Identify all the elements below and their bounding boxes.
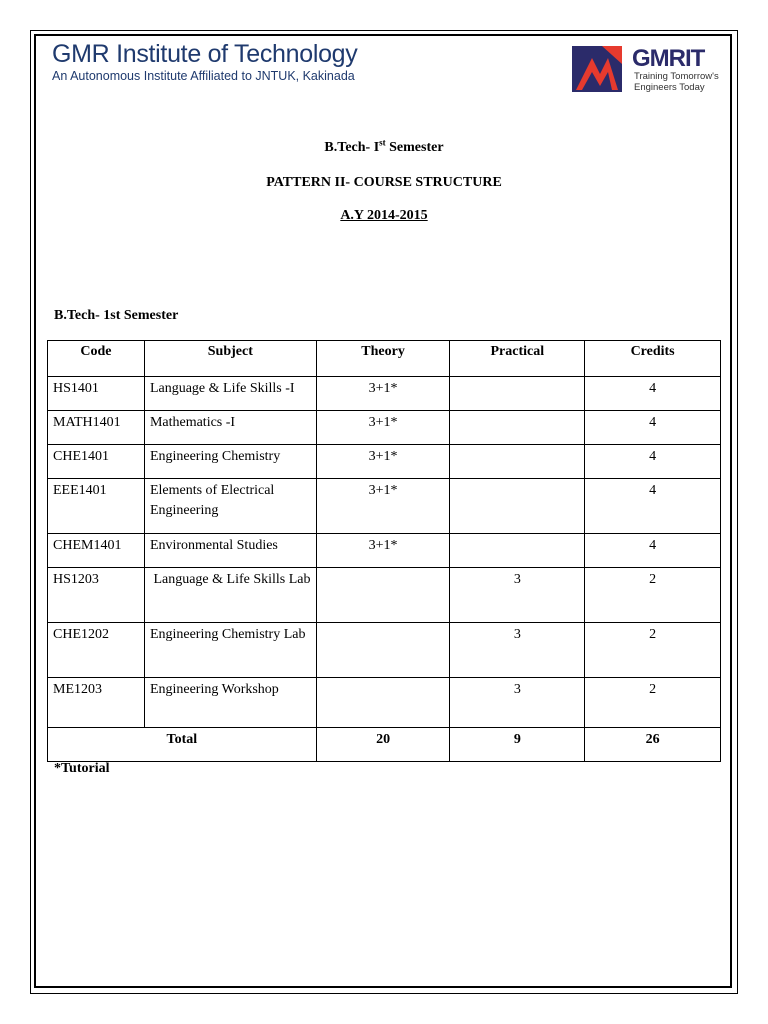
table-row — [48, 377, 721, 411]
logo-text: GMRIT — [632, 45, 705, 72]
code-cell: MATH1401 — [48, 411, 145, 445]
total-theory: 20 — [316, 728, 450, 762]
theory-cell: 3+1* — [316, 411, 450, 445]
subject-cell: Engineering Chemistry Lab — [144, 623, 316, 678]
header-credits: Credits — [585, 341, 721, 377]
code-cell: CHE1401 — [48, 445, 145, 479]
credits-cell: 4 — [585, 377, 721, 411]
practical-cell — [450, 445, 585, 479]
credits-cell: 4 — [585, 445, 721, 479]
theory-cell — [316, 678, 450, 728]
table-row — [48, 623, 721, 678]
subject-cell: Language & Life Skills Lab — [144, 568, 316, 623]
total-credits: 26 — [585, 728, 721, 762]
table-row — [48, 411, 721, 445]
table-header-row — [48, 341, 721, 377]
code-cell: HS1401 — [48, 377, 145, 411]
academic-year: A.Y 2014-2015 — [340, 208, 428, 223]
credits-cell: 2 — [585, 623, 721, 678]
credits-cell: 4 — [585, 479, 721, 534]
semester-title-prefix: B.Tech- I — [324, 140, 380, 155]
table-row — [48, 479, 721, 534]
theory-cell: 3+1* — [316, 445, 450, 479]
theory-cell — [316, 623, 450, 678]
table-row — [48, 568, 721, 623]
practical-cell — [450, 534, 585, 568]
practical-cell: 3 — [450, 568, 585, 623]
subject-cell: Engineering Chemistry — [144, 445, 316, 479]
subject-cell: Environmental Studies — [144, 534, 316, 568]
theory-cell: 3+1* — [316, 479, 450, 534]
header-practical: Practical — [450, 341, 585, 377]
subject-cell: Engineering Workshop — [144, 678, 316, 728]
logo-tagline-1: Training Tomorrow's — [634, 71, 719, 82]
tutorial-footnote: *Tutorial — [54, 761, 110, 776]
institute-subtitle: An Autonomous Institute Affiliated to JNTUK, Kakinada — [52, 69, 355, 83]
code-cell: ME1203 — [48, 678, 145, 728]
total-practical: 9 — [450, 728, 585, 762]
theory-cell: 3+1* — [316, 534, 450, 568]
table-row — [48, 445, 721, 479]
header-code: Code — [48, 341, 145, 377]
practical-cell — [450, 479, 585, 534]
subject-cell: Language & Life Skills -I — [144, 377, 316, 411]
logo-tagline-2: Engineers Today — [634, 82, 705, 93]
table-row — [48, 534, 721, 568]
table-row — [48, 678, 721, 728]
semester-title-sup: st — [379, 137, 386, 148]
subject-cell: Elements of Electrical Engineering — [144, 479, 316, 534]
credits-cell: 4 — [585, 534, 721, 568]
credits-cell: 2 — [585, 678, 721, 728]
code-cell: CHE1202 — [48, 623, 145, 678]
total-label: Total — [48, 728, 317, 762]
practical-cell — [450, 377, 585, 411]
course-structure-table — [47, 340, 721, 762]
semester-title-suffix: Semester — [385, 140, 444, 155]
section-heading: B.Tech- 1st Semester — [54, 308, 179, 323]
theory-cell — [316, 568, 450, 623]
institute-name: GMR Institute of Technology — [52, 40, 358, 68]
semester-title — [0, 137, 768, 156]
code-cell: EEE1401 — [48, 479, 145, 534]
practical-cell: 3 — [450, 678, 585, 728]
header-theory: Theory — [316, 341, 450, 377]
practical-cell: 3 — [450, 623, 585, 678]
theory-cell: 3+1* — [316, 377, 450, 411]
header-subject: Subject — [144, 341, 316, 377]
practical-cell — [450, 411, 585, 445]
subject-cell: Mathematics -I — [144, 411, 316, 445]
credits-cell: 2 — [585, 568, 721, 623]
credits-cell: 4 — [585, 411, 721, 445]
total-row — [48, 728, 721, 762]
code-cell: CHEM1401 — [48, 534, 145, 568]
pattern-title: PATTERN II- COURSE STRUCTURE — [266, 175, 502, 190]
code-cell: HS1203 — [48, 568, 145, 623]
